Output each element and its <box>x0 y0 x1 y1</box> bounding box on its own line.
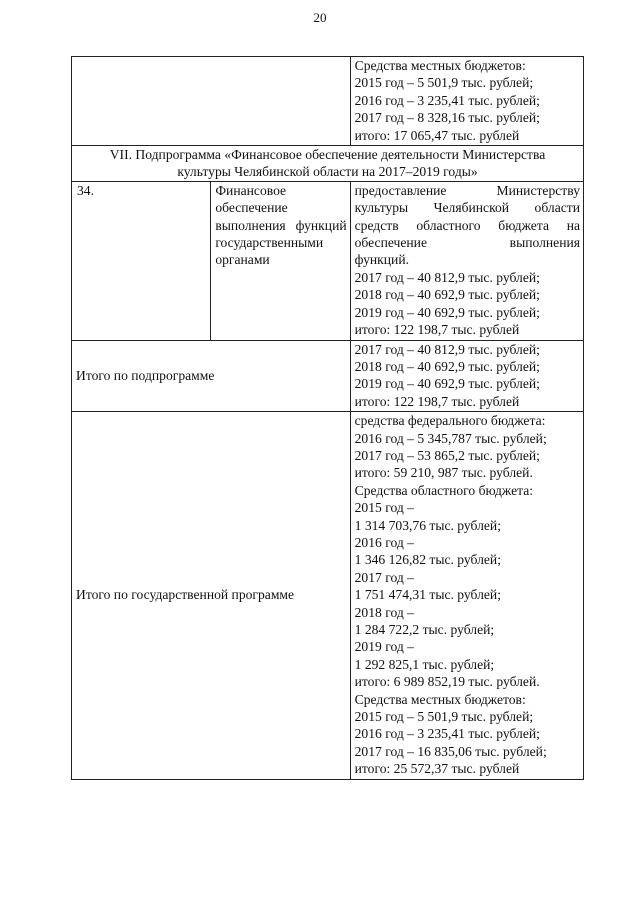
total-line: 2019 год – <box>354 639 414 655</box>
subtotal-line: итого: 122 198,7 тыс. рублей <box>354 393 520 409</box>
total-line: 2016 год – <box>354 534 414 550</box>
total-line: 2017 год – 16 835,06 тыс. рублей; <box>354 743 547 759</box>
total-row <box>72 412 584 780</box>
measure-name-line: государственными органами <box>215 235 324 268</box>
total-line: 2016 год – 3 235,41 тыс. рублей; <box>354 726 540 742</box>
description-line: функций. <box>354 252 409 268</box>
subtotal-line: 2018 год – 40 692,9 тыс. рублей; <box>354 358 540 374</box>
description-line: культуры Челябинской области <box>354 200 580 216</box>
measure-name-line: Финансовое обеспечение <box>215 182 288 216</box>
funding-cell <box>350 57 583 146</box>
total-line: 2017 год – 53 865,2 тыс. рублей; <box>354 447 540 463</box>
description-line: обеспечение выполнения <box>354 235 580 251</box>
funding-line: 2016 год – 3 235,41 тыс. рублей; <box>354 92 540 108</box>
section-header-line: VII. Подпрограмма «Финансовое обеспечение деятельности Министерства <box>109 147 546 163</box>
table-row-top <box>72 57 584 146</box>
description-line: 2019 год – 40 692,9 тыс. рублей; <box>354 304 540 320</box>
row-number: 34. <box>72 181 211 340</box>
description-line: итого: 122 198,7 тыс. рублей <box>354 322 520 338</box>
measure-name-cell <box>211 181 350 340</box>
measure-name-line: выполнения функций <box>215 217 347 233</box>
total-line: 2017 год – <box>354 569 414 585</box>
total-line: 2015 год – 5 501,9 тыс. рублей; <box>354 709 534 725</box>
total-line: 1 284 722,2 тыс. рублей; <box>354 622 495 637</box>
total-line: 2015 год – <box>354 500 414 516</box>
page-number: 20 <box>313 10 327 25</box>
total-values-cell <box>350 412 583 780</box>
total-line: итого: 6 989 852,19 тыс. рублей. <box>354 674 540 690</box>
description-line: предоставление Министерству <box>354 182 580 198</box>
section-header-row <box>72 146 584 182</box>
subtotal-line: 2017 год – 40 812,9 тыс. рублей; <box>354 341 540 357</box>
subtotal-label: Итого по подпрограмме <box>72 340 351 412</box>
total-label: Итого по государственной программе <box>72 412 351 780</box>
description-line: 2018 год – 40 692,9 тыс. рублей; <box>354 287 540 303</box>
total-line: 1 346 126,82 тыс. рублей; <box>354 552 501 568</box>
empty-cell <box>72 57 351 146</box>
description-line: средств областного бюджета на <box>354 217 580 233</box>
total-line: 1 314 703,76 тыс. рублей; <box>354 517 501 533</box>
funding-line: 2015 год – 5 501,9 тыс. рублей; <box>354 75 534 91</box>
total-line: Средства местных бюджетов: <box>354 691 526 707</box>
program-table <box>71 56 584 780</box>
table-row-34 <box>72 181 584 340</box>
total-line: 1 292 825,1 тыс. рублей; <box>354 656 495 672</box>
section-header-line: культуры Челябинской области на 2017–2019 годы» <box>177 164 478 180</box>
subtotal-values-cell <box>350 340 583 412</box>
subtotal-line: 2019 год – 40 692,9 тыс. рублей; <box>354 376 540 392</box>
funding-line: итого: 17 065,47 тыс. рублей <box>354 127 520 143</box>
funding-line: Средства местных бюджетов: <box>354 58 526 73</box>
subtotal-row <box>72 340 584 412</box>
total-line: Средства областного бюджета: <box>354 482 534 498</box>
measure-description-cell <box>350 181 583 340</box>
total-line: итого: 25 572,37 тыс. рублей <box>354 761 520 777</box>
total-line: средства федерального бюджета: <box>354 413 546 429</box>
total-line: 1 751 474,31 тыс. рублей; <box>354 587 501 603</box>
total-line: 2016 год – 5 345,787 тыс. рублей; <box>354 430 547 446</box>
section-header <box>72 146 584 182</box>
total-line: итого: 59 210, 987 тыс. рублей. <box>354 465 533 481</box>
total-line: 2018 год – <box>354 604 414 620</box>
funding-line: 2017 год – 8 328,16 тыс. рублей; <box>354 110 540 126</box>
description-line: 2017 год – 40 812,9 тыс. рублей; <box>354 269 540 285</box>
